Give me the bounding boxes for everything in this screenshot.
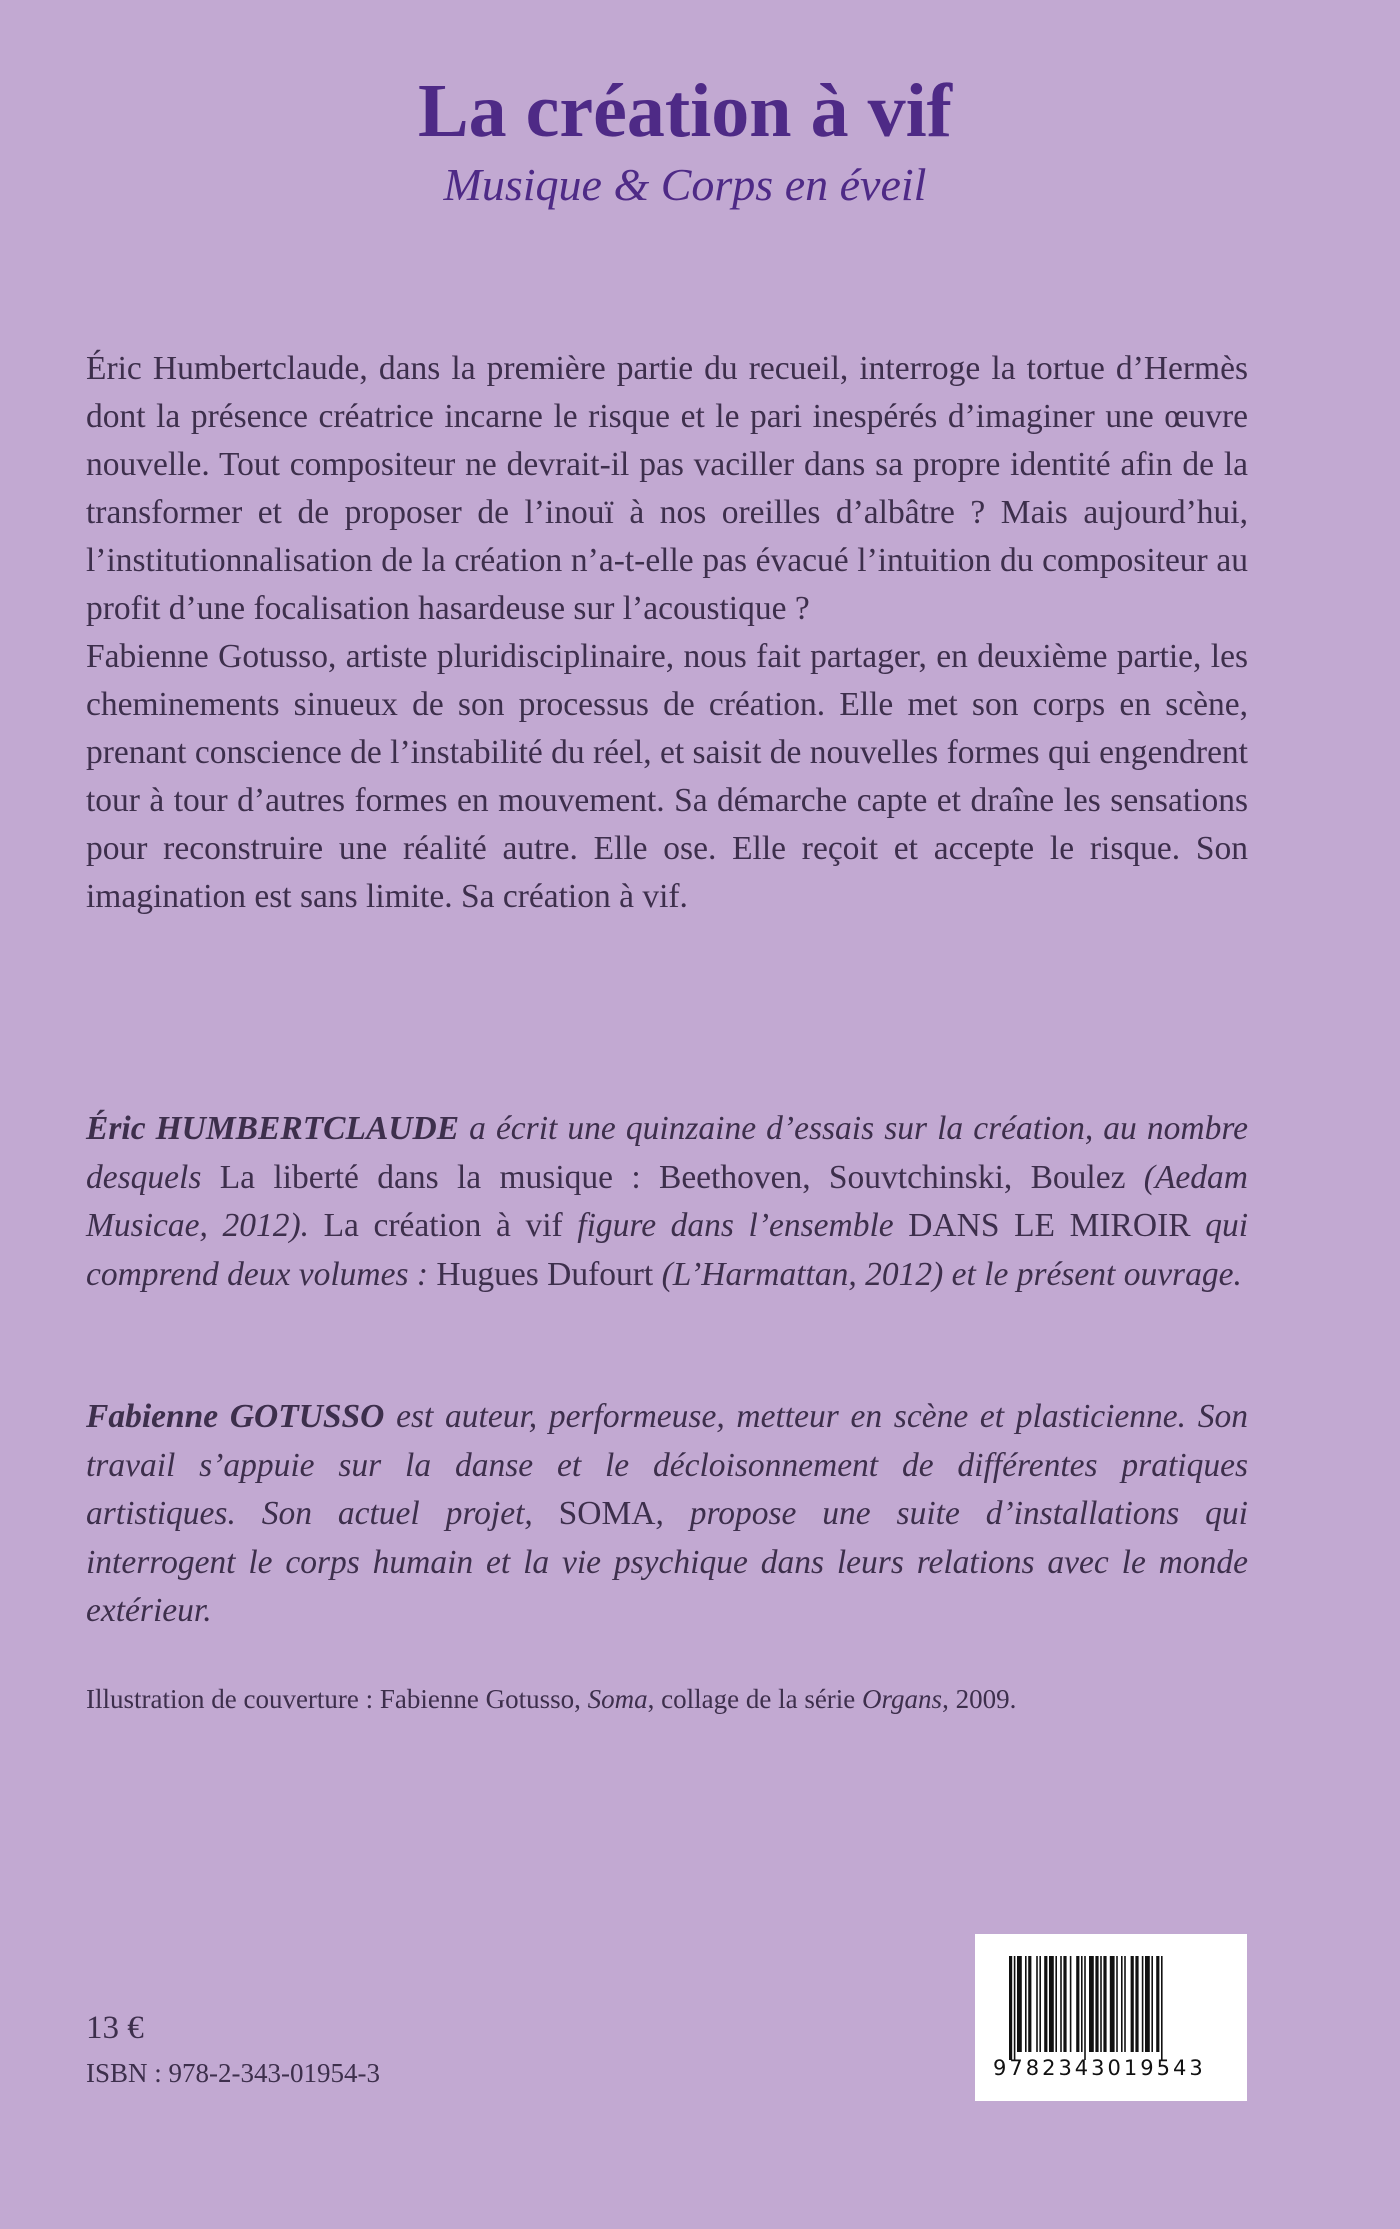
barcode-bar: [1131, 1956, 1134, 2052]
summary-paragraph-1: Éric Humbertclaude, dans la première partie du recueil, interroge la tortue d’Hermès dont la présence créatrice incarne le risque et le pari inespérés d’imaginer une œuvre nouvelle. Tout compositeur ne devrait-il pas vaciller dans sa propre identité afin de la transformer et de proposer de l’inouï à nos oreilles d’albâtre ? Mais aujourd’hui, l’institutionnalisation de la création n’a-t-elle pas évacué l’intuition du compositeur au profit d’une focalisation hasardeuse sur l’acoustique ?: [86, 350, 1248, 627]
barcode-bar: [1161, 1956, 1163, 2060]
book-subtitle: Musique & Corps en éveil: [443, 158, 927, 210]
bio-text: est auteur, performeuse, metteur en scène et plasticienne. Son travail s’appuie sur la danse et le décloisonnement de différentes pratiques artistiques. Son actuel projet,: [86, 1398, 1249, 1532]
barcode-bar: [1060, 1956, 1062, 2052]
cover-credit: [86, 1684, 1016, 1715]
book-reference: La liberté dans la musique : Beethoven, Souvtchinski, Boulez: [219, 1158, 1126, 1196]
barcode-bar: [1142, 1956, 1144, 2052]
barcode-digits: 9782343019543: [993, 2056, 1206, 2080]
bio-text: figure dans l’ensemble: [562, 1207, 909, 1244]
bio-text: qui comprend deux volumes :: [86, 1207, 1249, 1293]
bio-text: (L’Harmattan, 2012) et le présent ouvrage.: [653, 1255, 1242, 1293]
barcode-bar: [1145, 1956, 1150, 2052]
project-reference: SOMA: [558, 1495, 656, 1532]
barcode-bar: [1151, 1956, 1153, 2052]
barcode-bar: [1116, 1956, 1118, 2052]
barcode-bar: [1009, 1956, 1012, 2060]
barcode-bar: [1095, 1956, 1098, 2052]
barcode-bar: [1070, 1956, 1072, 2052]
credit-series: Organs: [862, 1684, 943, 1714]
barcode-bar: [1103, 1956, 1106, 2052]
barcode-bar: [1081, 1956, 1083, 2052]
series-reference: DANS LE MIROIR: [908, 1207, 1191, 1244]
barcode-bar: [1063, 1956, 1066, 2052]
credit-text: , collage de la série: [647, 1684, 863, 1714]
credit-work: Soma: [587, 1684, 648, 1714]
barcode-bar: [1121, 1956, 1123, 2052]
author-name: Éric HUMBERTCLAUDE: [86, 1110, 460, 1147]
credit-text: Illustration de couverture : Fabienne Gotusso,: [86, 1684, 588, 1714]
barcode-bar: [1044, 1956, 1047, 2052]
barcode: [975, 1934, 1247, 2101]
barcode-bar: [1110, 1956, 1115, 2052]
bio-text: a écrit une quinzaine d’essais sur la création, au nombre desquels: [86, 1110, 1248, 1196]
author-bio-humbertclaude: [86, 1105, 1248, 1299]
summary-text: [86, 345, 1248, 921]
credit-text: , 2009.: [942, 1684, 1017, 1714]
barcode-bar: [1135, 1956, 1138, 2052]
barcode-bar: [1124, 1956, 1126, 2052]
barcode-bar: [1017, 1956, 1022, 2052]
barcode-bar: [1084, 1956, 1086, 2060]
isbn: ISBN : 978-2-343-01954-3: [86, 2058, 380, 2088]
barcode-bar: [1076, 1956, 1079, 2052]
book-reference: La création à vif: [323, 1207, 563, 1244]
barcode-bar: [1025, 1956, 1027, 2052]
book-reference: Hugues Dufourt: [436, 1255, 654, 1293]
bio-text: , propose une suite d’installations qui interrogent le corps humain et la vie psychique dans leurs relations avec le monde extérieur.: [86, 1495, 1248, 1629]
barcode-bar: [1036, 1956, 1038, 2052]
book-title: La création à vif: [417, 69, 952, 153]
barcode-bar: [1049, 1956, 1054, 2052]
barcode-bar: [1156, 1956, 1159, 2052]
barcode-bar: [1055, 1956, 1057, 2052]
author-bio-gotusso: [86, 1393, 1248, 1636]
bio-text: (Aedam Musicae, 2012).: [86, 1158, 1248, 1244]
price: 13 €: [86, 2010, 144, 2046]
barcode-bar: [1100, 1956, 1102, 2052]
barcode-bar: [1028, 1956, 1031, 2052]
summary-paragraph-2: Fabienne Gotusso, artiste pluridisciplinaire, nous fait partager, en deuxième partie, les cheminements sinueux de son processus de création. Elle met son corps en scène, prenant conscience de l’instabilité du réel, et saisit de nouvelles formes qui engendrent tour à tour d’autres formes en mouvement. Sa démarche capte et draîne les sensations pour reconstruire une réalité autre. Elle ose. Elle reçoit et accepte le risque. Son imagination est sans limite. Sa création à vif.: [86, 638, 1248, 915]
barcode-bars: [1009, 1956, 1213, 2068]
barcode-bar: [1039, 1956, 1041, 2052]
barcode-bar: [1014, 1956, 1016, 2060]
barcode-bar: [1089, 1956, 1094, 2052]
author-name: Fabienne GOTUSSO: [86, 1398, 385, 1435]
